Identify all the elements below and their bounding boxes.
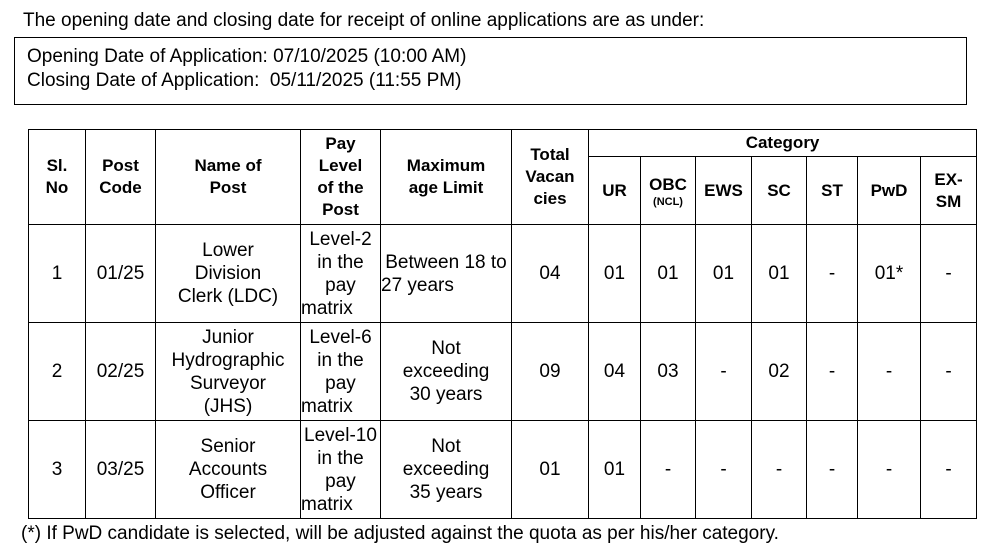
col-name-of-post	[156, 130, 301, 225]
cell-sc: 02	[752, 323, 807, 421]
col-st: ST	[807, 157, 858, 225]
post-name-line: Surveyor	[189, 372, 267, 394]
cell-total: 09	[512, 323, 589, 421]
age-header-2: age Limit	[408, 178, 484, 197]
exsm-header-1: EX-	[934, 169, 963, 189]
post-name-line: Hydrographic	[171, 349, 285, 371]
cell-sl: 3	[29, 421, 86, 519]
age-line: 30 years	[409, 384, 483, 405]
closing-date: Closing Date of Application: 05/11/2025 (11:55 PM)	[27, 70, 462, 91]
cell-ex-sm: -	[921, 225, 977, 323]
age-header-1: Maximum	[406, 156, 486, 175]
post-code-header-2: Code	[99, 178, 142, 197]
post-name-line: Officer	[200, 482, 256, 503]
pay-header-3: of the	[317, 178, 364, 197]
cell-ex-sm: -	[921, 323, 977, 421]
sl-no-header-2: No	[45, 178, 69, 197]
cell-sl: 1	[29, 225, 86, 323]
cell-ur: 01	[589, 421, 641, 519]
cell-obc: 01	[641, 225, 696, 323]
cell-ur: 04	[589, 323, 641, 421]
table-row	[29, 225, 977, 323]
col-post-code	[86, 130, 156, 225]
obc-header: OBC	[649, 174, 687, 194]
post-name-line: Junior	[202, 326, 254, 348]
cell-age-limit	[381, 323, 512, 421]
pay-header-4: Post	[322, 200, 359, 219]
total-header-1: Total	[530, 145, 570, 164]
cell-age-limit	[381, 421, 512, 519]
cell-sc: -	[752, 421, 807, 519]
cell-pwd: -	[858, 323, 921, 421]
cell-post-name	[156, 323, 301, 421]
pay-header-1: Pay	[325, 134, 356, 153]
cell-post-code: 01/25	[86, 225, 156, 323]
post-name-line: Division	[194, 263, 262, 284]
name-header-1: Name of	[194, 156, 262, 175]
cell-obc: -	[641, 421, 696, 519]
col-age-limit	[381, 130, 512, 225]
age-line: exceeding	[402, 361, 490, 382]
age-line: 35 years	[409, 482, 483, 503]
col-ur: UR	[589, 157, 641, 225]
col-ex-sm	[921, 157, 977, 225]
col-pwd: PwD	[858, 157, 921, 225]
total-header-3: cies	[533, 189, 567, 208]
post-name-line: Senior	[200, 436, 256, 457]
post-name-line: Clerk (LDC)	[177, 286, 279, 307]
col-sl-no	[29, 130, 86, 225]
col-total-vacancies	[512, 130, 589, 225]
cell-pay-level: Level-6 in the pay matrix	[301, 323, 381, 421]
cell-total: 04	[512, 225, 589, 323]
category-header: Category	[589, 130, 977, 157]
cell-st: -	[807, 421, 858, 519]
cell-obc: 03	[641, 323, 696, 421]
age-line: Not	[431, 338, 461, 359]
cell-ex-sm: -	[921, 421, 977, 519]
table-row	[29, 421, 977, 519]
pwd-footnote: (*) If PwD candidate is selected, will be adjusted against the quota as per his/her category.	[21, 523, 779, 544]
ncl-subheader: (NCL)	[653, 195, 683, 208]
application-dates-box	[14, 37, 967, 105]
total-header-2: Vacan	[525, 167, 575, 186]
cell-ews: -	[696, 323, 752, 421]
post-code-header-1: Post	[102, 156, 139, 175]
cell-st: -	[807, 323, 858, 421]
col-sc: SC	[752, 157, 807, 225]
cell-pwd: -	[858, 421, 921, 519]
cell-sc: 01	[752, 225, 807, 323]
cell-ews: 01	[696, 225, 752, 323]
vacancy-table	[28, 129, 977, 519]
col-pay-level	[301, 130, 381, 225]
col-obc	[641, 157, 696, 225]
sl-no-header-1: Sl.	[46, 156, 68, 175]
intro-text: The opening date and closing date for receipt of online applications are as under:	[23, 10, 705, 31]
cell-age-limit: Between 18 to 27 years	[381, 225, 512, 323]
exsm-header-2: SM	[935, 191, 962, 211]
cell-total: 01	[512, 421, 589, 519]
cell-ur: 01	[589, 225, 641, 323]
name-header-2: Post	[209, 178, 247, 197]
pay-header-2: Level	[318, 156, 363, 175]
cell-pay-level: Level-2 in the pay matrix	[301, 225, 381, 323]
opening-date: Opening Date of Application: 07/10/2025 (10:00 AM)	[27, 46, 467, 67]
col-ews: EWS	[696, 157, 752, 225]
age-line: exceeding	[402, 459, 490, 480]
post-name-line: Lower	[202, 240, 254, 261]
cell-st: -	[807, 225, 858, 323]
cell-post-code: 02/25	[86, 323, 156, 421]
post-name-line: Accounts	[188, 459, 268, 480]
cell-ews: -	[696, 421, 752, 519]
table-row	[29, 323, 977, 421]
cell-post-code: 03/25	[86, 421, 156, 519]
age-line: Not	[431, 436, 461, 457]
post-name-line: (JHS)	[203, 395, 253, 417]
cell-pay-level: Level-10 in the pay matrix	[301, 421, 381, 519]
cell-sl: 2	[29, 323, 86, 421]
cell-post-name	[156, 225, 301, 323]
cell-pwd: 01*	[858, 225, 921, 323]
cell-post-name	[156, 421, 301, 519]
